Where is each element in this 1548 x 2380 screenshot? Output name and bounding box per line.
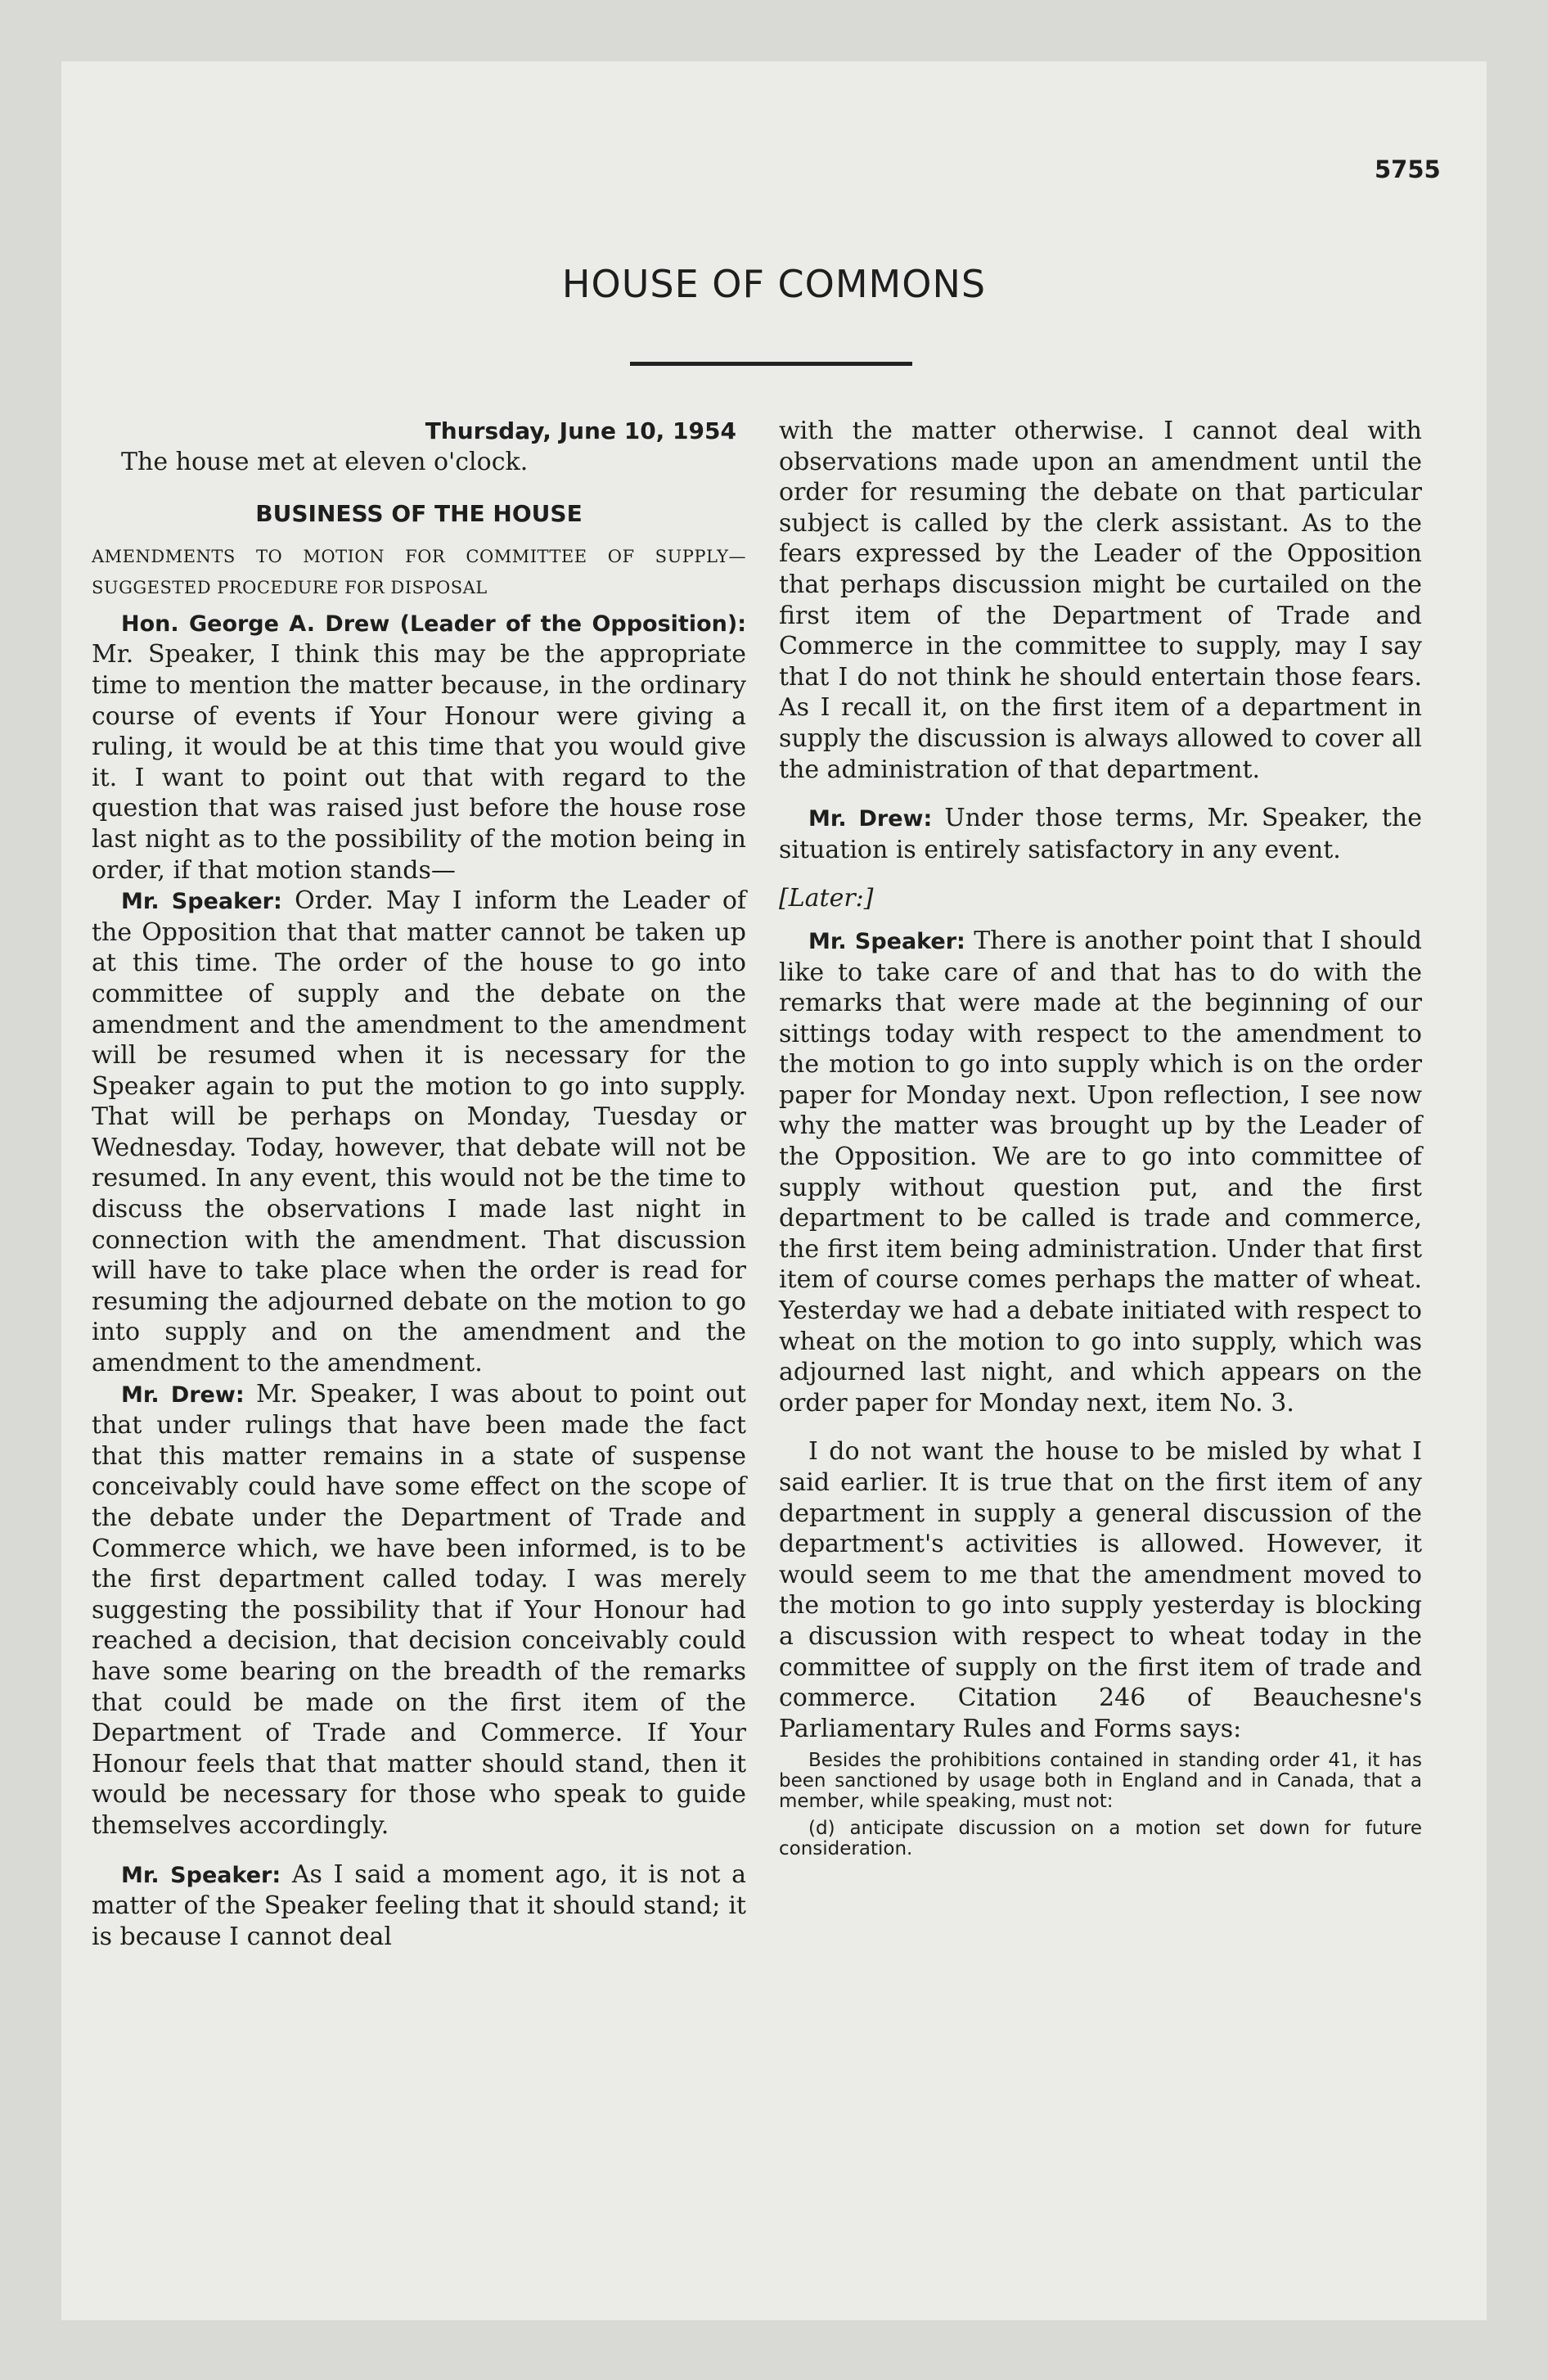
speech-drew-1	[92, 608, 746, 886]
speaker-name: Mr. Drew:	[808, 806, 933, 832]
speaker-name: Hon. George A. Drew (Leader of the Opposition):	[121, 611, 746, 637]
speech-text: Order. May I inform the Leader of the Opposition that that matter cannot be taken up at this time. The order of the house to go into committee of supply and the debate on the amendment and the amendment to the amendment will be resumed when it is necessary for the Speaker again to put the motion to go into supply. That will be perhaps on Monday, Tuesday or Wednesday. Today, however, that debate will not be resumed. In any event, this would not be the time to discuss the observations I made last night in connection with the amendment. That discussion will have to take place when the order is read for resuming the adjourned debate on the motion to go into supply and on the amendment and the amendment to the amendment.	[92, 886, 746, 1378]
speech-continuation: with the matter otherwise. I cannot deal with observations made upon an amendment until the order for resuming the debate on that particular subject is called by the clerk assistant. As to the fears expressed by the Leader of the Opposition that perhaps discussion might be curtailed on the first item of the Department of Trade and Commerce in the committee to supply, may I say that I do not think he should entertain those fears. As I recall it, on the first item of a department in supply the discussion is always allowed to cover all the administration of that department.	[779, 417, 1422, 784]
section-subheading: AMENDMENTS TO MOTION FOR COMMITTEE OF SUPPLY—SUGGESTED PROCEDURE FOR DISPOSAL	[92, 546, 746, 597]
right-column	[779, 416, 1422, 1859]
section-heading: BUSINESS OF THE HOUSE	[255, 500, 583, 528]
speaker-name: Mr. Speaker:	[808, 928, 965, 954]
page-title: HOUSE OF COMMONS	[561, 262, 987, 306]
later-marker: [Later:]	[779, 884, 874, 913]
title-divider	[630, 362, 912, 366]
speech-text: Mr. Speaker, I was about to point out that under rulings that have been made the fact that this matter remains in a state of suspense conceivably could have some effect on the scope of the debate under the Department of Trade and Commerce which, we have been informed, is to be the first department called today. I was merely suggesting the possibility that if Your Honour had reached a decision, that decision conceivably could have some bearing on the breadth of the remarks that could be made on the first item of the Department of Trade and Commerce. If Your Honour feels that that matter should stand, then it would be necessary for those who speak to guide themselves accordingly.	[92, 1379, 746, 1840]
speech-text: There is another point that I should like to take care of and that has to do with the remarks that were made at the beginning of our sittings today with respect to the amendment to the motion to go into supply which is on the order paper for Monday next. Upon reflection, I see now why the matter was brought up by the Leader of the Opposition. We are to go into committee of supply without question put, and the first department to be called is trade and commerce, the first item being administration. Under that first item of course comes perhaps the matter of wheat. Yesterday we had a debate initiated with respect to wheat on the motion to go into supply, which was adjourned last night, and which appears on the order paper for Monday next, item No. 3.	[779, 926, 1423, 1418]
speaker-name: Mr. Speaker:	[121, 1862, 281, 1888]
speech-speaker-2	[92, 1859, 746, 1953]
left-column	[92, 416, 746, 1952]
opening-line: The house met at eleven o'clock.	[121, 447, 529, 476]
speech-drew-2	[92, 1379, 746, 1841]
sitting-date: Thursday, June 10, 1954	[425, 417, 736, 444]
speaker-name: Mr. Speaker:	[121, 889, 282, 915]
speech-text: Under those terms, Mr. Speaker, the situation is entirely satisfactory in any event.	[779, 804, 1422, 864]
speech-speaker-3-cont: I do not want the house to be misled by what I said earlier. It is true that on the first item of any department in supply a general discussion of the department's activities is allowed. However, it would seem to me that the amendment moved to the motion to go into supply yesterday is blocking a discussion with respect to wheat today in the committee of supply on the first item of trade and commerce. Citation 246 of Beauchesne's Parliamentary Rules and Forms says:	[779, 1437, 1422, 1743]
speech-text: Mr. Speaker, I think this may be the appropriate time to mention the matter because, in the ordinary course of events if Your Honour were giving a ruling, it would be at this time that you would give it. I want to point out that with regard to the question that was raised just before the house rose last night as to the possibility of the motion being in order, if that motion stands—	[92, 640, 746, 885]
citation-quote: Besides the prohibitions contained in standing order 41, it has been sanctioned by usage both in England and in Canada, that a member, while speaking, must not:	[779, 1750, 1422, 1813]
speech-text: As I said a moment ago, it is not a matter of the Speaker feeling that it should stand; it is because I cannot deal	[92, 1859, 746, 1951]
speech-speaker-1	[92, 886, 746, 1379]
page-number: 5755	[1375, 156, 1441, 183]
citation-quote-item: (d) anticipate discussion on a motion set down for future consideration.	[779, 1818, 1422, 1860]
speech-speaker-3	[779, 926, 1422, 1419]
speaker-name: Mr. Drew:	[121, 1382, 245, 1408]
speech-drew-3	[779, 803, 1422, 865]
